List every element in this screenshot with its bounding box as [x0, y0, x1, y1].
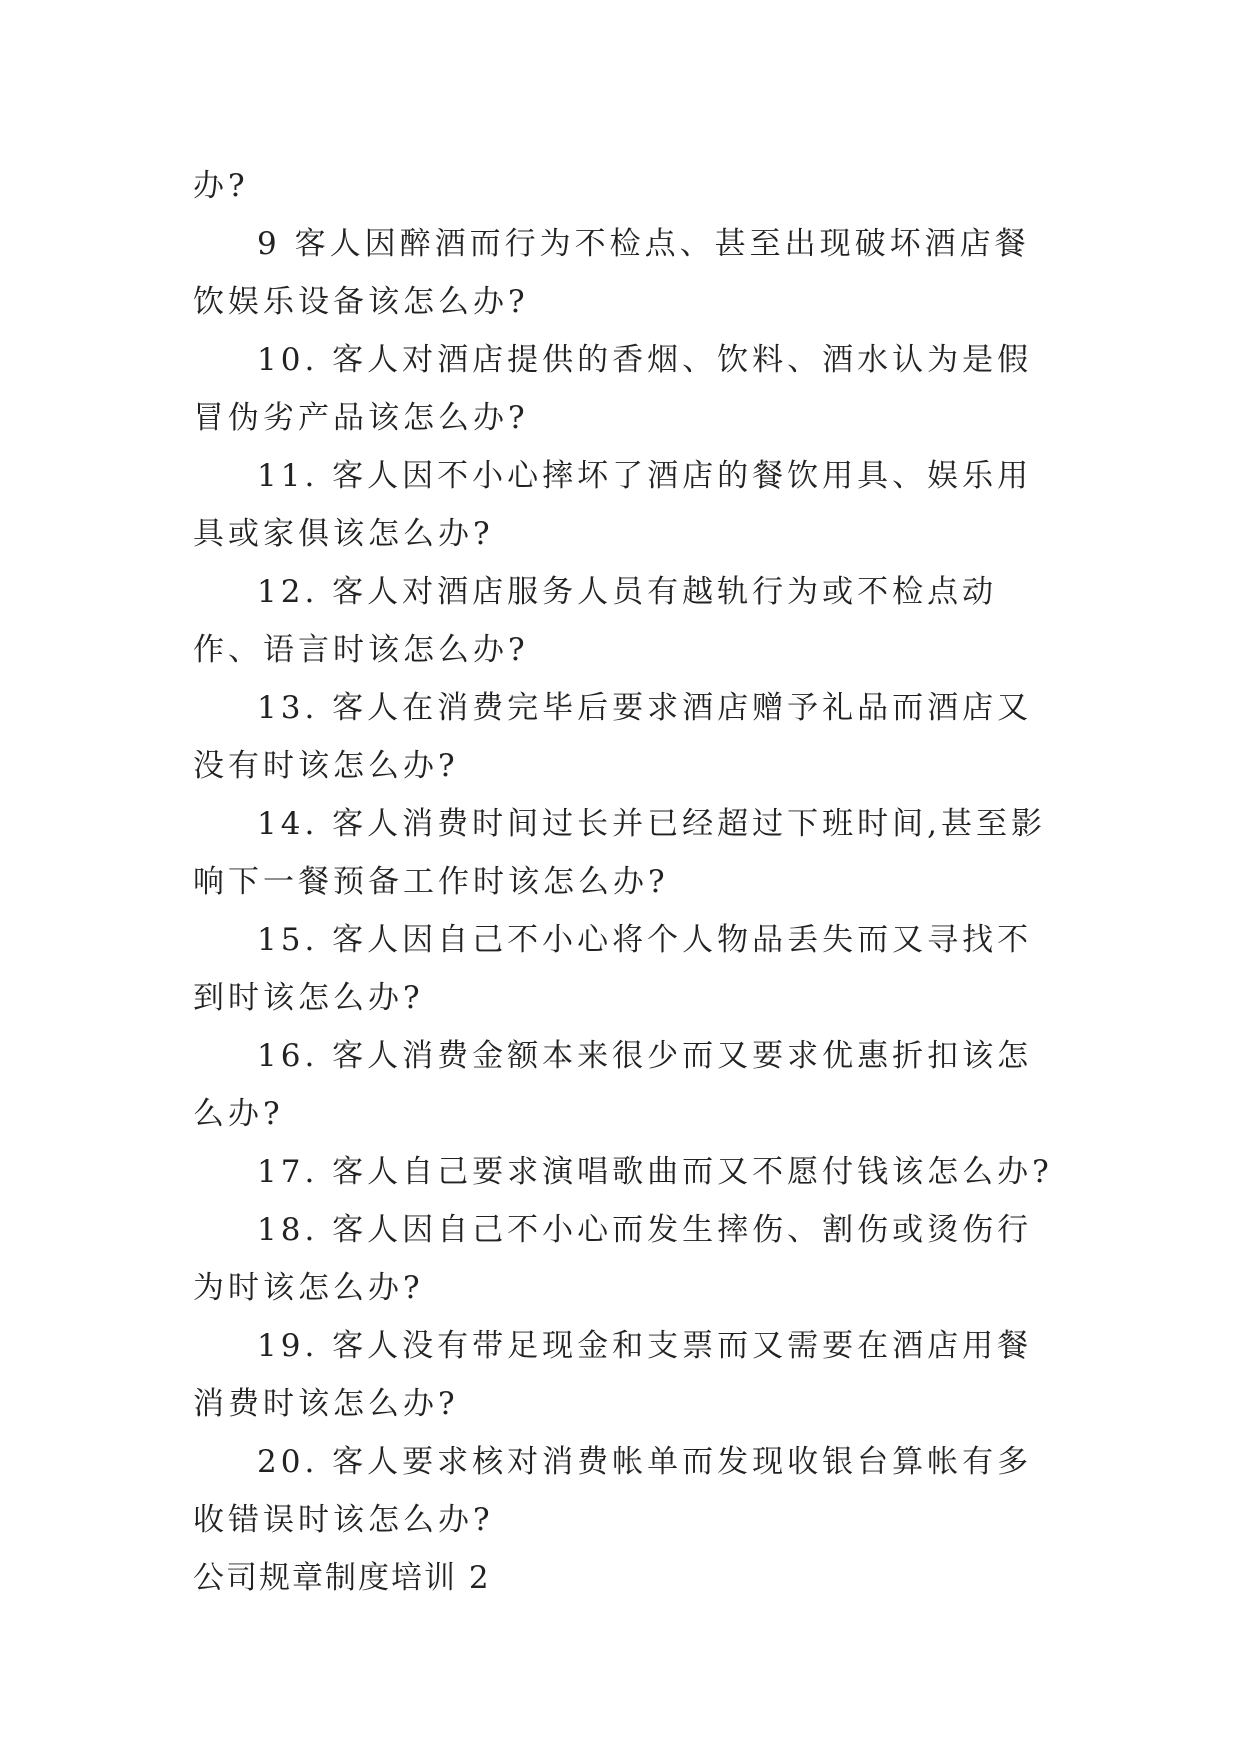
question-item-17: 17. 客人自己要求演唱歌曲而又不愿付钱该怎么办? [257, 1154, 1053, 1190]
continuation-text: 办? [193, 168, 249, 204]
question-item-15: 15. 客人因自己不小心将个人物品丢失而又寻找不到时该怎么办? [193, 922, 1033, 1016]
question-item-19: 19. 客人没有带足现金和支票而又需要在酒店用餐消费时该怎么办? [193, 1328, 1033, 1422]
question-item-10: 10. 客人对酒店提供的香烟、饮料、酒水认为是假冒伪劣产品该怎么办? [193, 342, 1033, 436]
section-heading: 公司规章制度培训 2 [193, 1560, 491, 1596]
question-item-11: 11. 客人因不小心摔坏了酒店的餐饮用具、娱乐用具或家俱该怎么办? [193, 458, 1033, 552]
question-item-9: 9 客人因醉酒而行为不检点、甚至出现破坏酒店餐饮娱乐设备该怎么办? [193, 226, 1030, 320]
question-item-14: 14. 客人消费时间过长并已经超过下班时间,甚至影响下一餐预备工作时该怎么办? [193, 806, 1047, 900]
question-item-16: 16. 客人消费金额本来很少而又要求优惠折扣该怎么办? [193, 1038, 1033, 1132]
question-item-13: 13. 客人在消费完毕后要求酒店赠予礼品而酒店又没有时该怎么办? [193, 690, 1033, 784]
question-item-12: 12. 客人对酒店服务人员有越轨行为或不检点动作、语言时该怎么办? [193, 574, 998, 668]
document-body [193, 157, 1053, 1607]
question-item-18: 18. 客人因自己不小心而发生摔伤、割伤或烫伤行为时该怎么办? [193, 1212, 1033, 1306]
question-item-20: 20. 客人要求核对消费帐单而发现收银台算帐有多收错误时该怎么办? [193, 1444, 1033, 1538]
